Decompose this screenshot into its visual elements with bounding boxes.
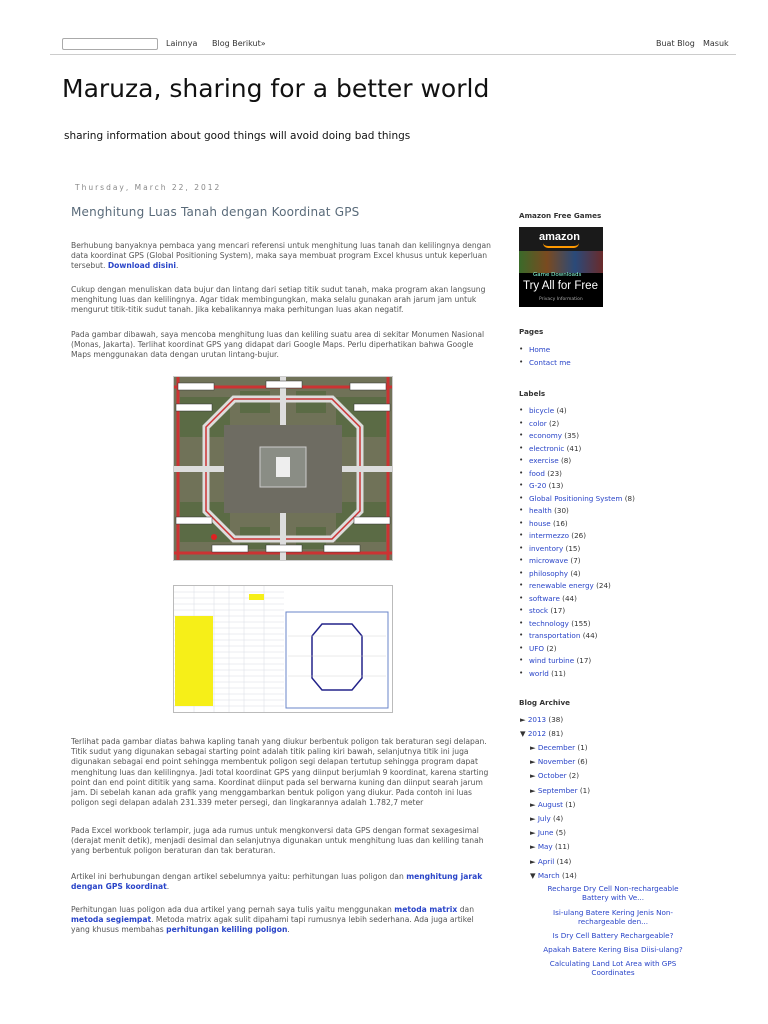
excel-sheet-image[interactable] [173, 585, 393, 713]
label-item[interactable]: • house (16) [519, 519, 739, 532]
post-paragraph-3: Pada gambar dibawah, saya mencoba menghitung luas dan keliling suatu area di sekitar Monumen Nasional (Monas, Jakarta). Terlihat koordinat GPS yang didapat dari Google Maps. Perlu diperhatikan bahwa Google Maps menggunakan data dengan urutan lintang-bujur. [71, 330, 485, 360]
archive-post-link[interactable]: Is Dry Cell Battery Rechargeable? [552, 931, 674, 940]
create-blog-link[interactable]: Buat Blog [656, 39, 695, 48]
post-paragraph-2: Cukup dengan menuliskan data bujur dan lintang dari setiap titik sudut tanah, maka program akan langsung menghitung luas dan kelilingnya. Agar tidak membingungkan, maka selalu gunakan arah jarum jam untuk mengurut titik-titik sudut tanah. Jika kebalikannya maka perhitungan luas akan negatif. [71, 285, 486, 315]
label-item[interactable]: • renewable energy (24) [519, 581, 739, 594]
label-item[interactable]: • world (11) [519, 669, 739, 682]
label-item[interactable]: • microwave (7) [519, 556, 739, 569]
search-input[interactable] [62, 38, 158, 50]
gps-distance-link[interactable]: menghitung jarak dengan GPS koordinat [71, 872, 483, 892]
archive-month-march[interactable]: ▼ March (14) [530, 871, 577, 880]
collapsed-arrow-icon[interactable]: ► [530, 771, 538, 781]
monas-map-image[interactable] [173, 376, 393, 561]
collapsed-arrow-icon[interactable]: ► [530, 743, 538, 752]
archive-month[interactable]: ► October (2) [530, 771, 580, 781]
ad-line-1: Game Downloads [533, 272, 582, 278]
label-item[interactable]: • wind turbine (17) [519, 656, 739, 669]
label-item[interactable]: • electronic (41) [519, 444, 739, 457]
label-item[interactable]: • economy (35) [519, 431, 739, 444]
label-item[interactable]: • inventory (15) [519, 544, 739, 557]
expanded-arrow-icon[interactable]: ▼ [530, 871, 536, 880]
download-link[interactable]: Download disini [107, 261, 176, 271]
collapsed-arrow-icon[interactable]: ► [530, 842, 538, 852]
post-paragraph-7: Perhitungan luas poligon ada dua artikel yang pernah saya tulis yaitu menggunakan metoda matrix dan metoda segiempat. Metoda matrix agak sulit dipahami tapi rumusnya lebih sederhana. Ada juga artikel yang khusus membahas perhitungan keliling poligon. [71, 905, 475, 935]
sign-in-link[interactable]: Masuk [703, 39, 729, 48]
more-link[interactable]: Lainnya [166, 39, 198, 48]
post-title[interactable]: Menghitung Luas Tanah dengan Koordinat GPS [71, 205, 360, 219]
label-item[interactable]: • bicycle (4) [519, 406, 739, 419]
pages-heading: Pages [519, 327, 544, 336]
label-item[interactable]: • health (30) [519, 506, 739, 519]
pages-list [519, 345, 739, 370]
archive-month[interactable]: ► June (5) [530, 828, 566, 838]
label-item[interactable]: • intermezzo (26) [519, 531, 739, 544]
archive-month[interactable]: ► August (1) [530, 799, 576, 809]
page-item-home[interactable]: • Home [519, 345, 739, 358]
archive-month[interactable]: ► November (6) [530, 757, 588, 767]
collapsed-arrow-icon[interactable]: ► [530, 828, 538, 838]
label-item[interactable]: • Global Positioning System (8) [519, 494, 739, 507]
collapsed-arrow-icon[interactable]: ► [530, 856, 538, 866]
game-thumbnails [519, 251, 603, 273]
blogger-navbar [50, 34, 736, 55]
label-item[interactable]: • transportation (44) [519, 631, 739, 644]
archive-month[interactable]: ► September (1) [530, 785, 591, 795]
amazon-logo: amazon [539, 231, 580, 243]
archive-post-link[interactable]: Calculating Land Lot Area with GPS Coordinates [549, 959, 677, 977]
amazon-smile-icon [543, 243, 579, 248]
post-paragraph-5: Pada Excel workbook terlampir, juga ada rumus untuk mengkonversi data GPS dengan format sexagesimal (derajat menit detik), menjadi desimal dan selanjutnya digunakan untuk menghitung luas dan keliling tanah yang berbentuk poligon beraturan dan tak beraturan. [71, 826, 484, 856]
ad-line-2: Try All for Free [523, 280, 598, 292]
label-item[interactable]: • stock (17) [519, 606, 739, 619]
label-item[interactable]: • color (2) [519, 419, 739, 432]
post-paragraph-4: Terlihat pada gambar diatas bahwa kapling tanah yang diukur berbentuk poligon tak beraturan segi delapan. Titik sudut yang digunakan sebagai starting point adalah titik paling kiri bawah, selanjutnya titik ini juga digunakan sebagai end point sehingga membentuk poligon segi delapan tertutup sehingga program dapat menghitung luas dan kelilingnya. Jadi total koordinat GPS yang diinput berjumlah 9 koordinat, karena starting point dan end point dititik yang sama. Koordinat diinput pada sel berwarna kuning dan diinput searah jarum jam. Di sebelah kanan ada grafik yang menggambarkan bentuk poligon yang diukur. Pada contoh ini luas poligon segi delapan adalah 231.339 meter persegi, dan lingkarannya adalah 1.782,7 meter [71, 737, 489, 808]
label-item[interactable]: • technology (155) [519, 619, 739, 632]
label-item[interactable]: • philosophy (4) [519, 569, 739, 582]
collapsed-arrow-icon[interactable]: ► [530, 799, 538, 809]
amazon-heading: Amazon Free Games [519, 211, 602, 220]
amazon-logo-bar [519, 227, 603, 251]
collapsed-arrow-icon[interactable]: ► [530, 785, 538, 795]
archive-month[interactable]: ► December (1) [530, 743, 588, 752]
expanded-arrow-icon[interactable]: ▼ [520, 729, 526, 738]
archive-post-link[interactable]: Recharge Dry Cell Non-rechargeable Battery with Ve... [547, 884, 679, 902]
archive-month[interactable]: ► April (14) [530, 856, 572, 866]
polygon-perimeter-link[interactable]: perhitungan keliling poligon [166, 925, 288, 935]
label-item[interactable]: • G-20 (13) [519, 481, 739, 494]
label-item[interactable]: • exercise (8) [519, 456, 739, 469]
rectangle-method-link[interactable]: metoda segiempat [71, 915, 152, 925]
archive-post-link[interactable]: Isi-ulang Batere Kering Jenis Non-rechargeable den... [552, 908, 674, 926]
post-paragraph-6: Artikel ini berhubungan dengan artikel sebelumnya yaitu: perhitungan luas poligon dan menghitung jarak dengan GPS koordinat. [71, 872, 483, 892]
collapsed-arrow-icon[interactable]: ► [530, 814, 538, 823]
archive-year-2013[interactable]: ► 2013 (38) [520, 715, 564, 724]
label-item[interactable]: • food (23) [519, 469, 739, 482]
page-item-contact[interactable]: • Contact me [519, 358, 739, 371]
archive-heading: Blog Archive [519, 698, 571, 707]
blog-description: sharing information about good things will avoid doing bad things [64, 130, 411, 142]
amazon-ad-banner[interactable] [519, 227, 603, 307]
archive-post-link[interactable]: Apakah Batere Kering Bisa Diisi-ulang? [543, 945, 683, 954]
ad-line-3: Privacy Information [539, 297, 583, 302]
next-blog-link[interactable]: Blog Berikut» [212, 39, 266, 48]
spreadsheet-graphic [174, 586, 392, 712]
collapsed-arrow-icon[interactable]: ► [530, 757, 538, 767]
label-item[interactable]: • UFO (2) [519, 644, 739, 657]
labels-list [519, 406, 739, 681]
post-date: Thursday, March 22, 2012 [75, 183, 222, 192]
matrix-method-link[interactable]: metoda matrix [394, 905, 458, 914]
blog-title[interactable]: Maruza, sharing for a better world [62, 74, 490, 103]
satellite-map-graphic [174, 377, 392, 560]
collapsed-arrow-icon[interactable]: ► [520, 715, 526, 724]
labels-heading: Labels [519, 389, 546, 398]
archive-month[interactable]: ► July (4) [530, 814, 564, 823]
label-item[interactable]: • software (44) [519, 594, 739, 607]
post-paragraph-1: Berhubung banyaknya pembaca yang mencari referensi untuk menghitung luas tanah dan kelilingnya dengan data koordinat GPS (Global Positioning System), maka saya membuat program Excel khusus untuk keperluan tersebut. Download disini. [71, 241, 491, 271]
archive-year-2012[interactable]: ▼ 2012 (81) [520, 729, 564, 738]
archive-month[interactable]: ► May (11) [530, 842, 570, 852]
